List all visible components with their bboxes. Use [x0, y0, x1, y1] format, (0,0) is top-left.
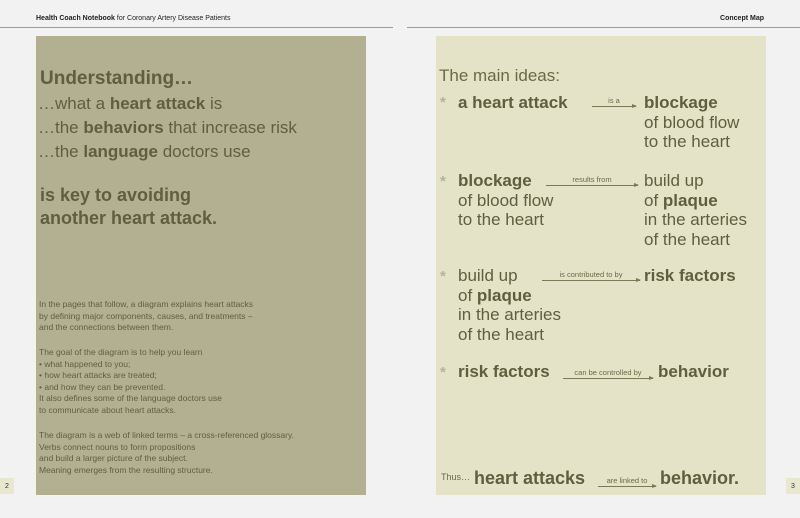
prop3-subject: build up of plaque in the arteries of the heart — [458, 266, 561, 344]
page-number-right: 3 — [786, 478, 800, 494]
left-page-panel — [36, 36, 366, 495]
intro-paragraph: In the pages that follow, a diagram explains heart attacks by defining major components, causes, and treatments – and the connections between them. — [39, 299, 254, 332]
running-header-section: Concept Map — [720, 15, 764, 22]
arrow-right-icon — [546, 185, 638, 186]
arrow-right-icon — [563, 378, 653, 379]
left-page-title: Understanding… — [40, 68, 194, 89]
main-ideas-title: The main ideas: — [439, 66, 560, 85]
bullet-star-icon: * — [440, 364, 446, 381]
bullet-star-icon: * — [440, 268, 446, 285]
header-divider-right — [407, 27, 800, 28]
diagram-paragraph: The diagram is a web of linked terms – a cross-referenced glossary. Verbs connect nouns to form propositions and build a larger picture of the subject. Meaning emerges from the resulting structure. — [39, 430, 294, 475]
understanding-line-3: …the language doctors use — [38, 142, 251, 161]
bullet-star-icon: * — [440, 94, 446, 111]
prop1-link: is a — [592, 96, 636, 107]
prop3-object: risk factors — [644, 266, 736, 285]
thus-label: Thus… — [441, 472, 471, 482]
final-link: are linked to — [598, 476, 656, 487]
arrow-right-icon — [542, 280, 640, 281]
right-page-panel — [436, 36, 766, 495]
prop4-subject: risk factors — [458, 362, 550, 381]
prop2-subject: blockage of blood flow to the heart — [458, 171, 554, 229]
prop3-link: is contributed to by — [542, 270, 640, 281]
understanding-line-1: …what a heart attack is — [38, 94, 223, 113]
final-subject: heart attacks — [474, 468, 586, 488]
prop1-object: blockage of blood flow to the heart — [644, 93, 740, 151]
prop2-object: build up of plaque in the arteries of the heart — [644, 171, 747, 249]
page-number-left: 2 — [0, 478, 14, 494]
understanding-line-2: …the behaviors that increase risk — [38, 118, 297, 137]
prop2-link: results from — [546, 175, 638, 186]
prop4-link: can be controlled by — [563, 368, 653, 379]
running-header-title: Health Coach Notebook for Coronary Artery Disease Patients — [36, 15, 231, 22]
final-object: behavior. — [660, 468, 740, 488]
bullet-star-icon: * — [440, 173, 446, 190]
goal-paragraph: The goal of the diagram is to help you learn • what happened to you; • how heart attacks are treated; • and how they can be prevented. It also defines some of the language doctors use to communicate about heart attacks. — [39, 347, 222, 415]
header-divider-left — [0, 27, 393, 28]
arrow-right-icon — [598, 486, 656, 487]
arrow-right-icon — [592, 106, 636, 107]
prop1-subject: a heart attack — [458, 93, 568, 112]
key-statement: is key to avoiding another heart attack. — [40, 185, 218, 228]
prop4-object: behavior — [658, 362, 729, 381]
